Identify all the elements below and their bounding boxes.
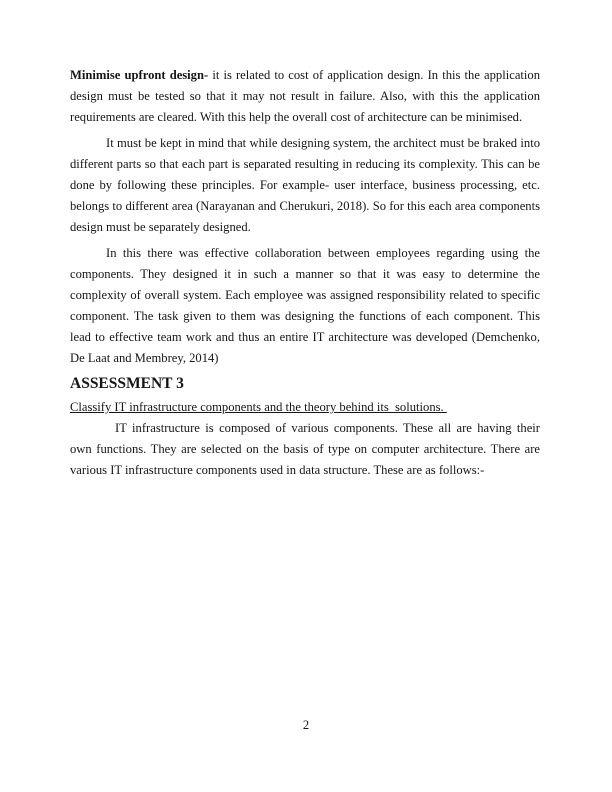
paragraph-bold-lead: Minimise upfront design- bbox=[70, 68, 209, 82]
paragraph-minimise-upfront-design bbox=[70, 65, 540, 128]
paragraph-it-infrastructure: IT infrastructure is composed of various components. These all are having their own functions. They are selected on the basis of type on computer architecture. There are various IT infrastructure components used in data structure. These are as follows:- bbox=[70, 421, 540, 477]
paragraph-designing-system: It must be kept in mind that while designing system, the architect must be braked into different parts so that each part is separated resulting in reducing its complexity. This can be done by following these principles. For example- user interface, business processing, etc. belongs to different area (Narayanan and Cherukuri, 2018). So for this each area components design must be separately designed. bbox=[70, 136, 540, 234]
assessment-3-heading: ASSESSMENT 3 bbox=[70, 375, 184, 392]
paragraph-team-collaboration: In this there was effective collaboration between employees regarding using the components. They designed it in such a manner so that it was easy to determine the complexity of overall system. Each employee was assigned responsibility related to specific component. The task given to them was designing the functions of each component. This lead to effective team work and thus an entire IT architecture was developed (Demchenko, De Laat and Membrey, 2014) bbox=[70, 246, 540, 365]
page-number: 2 bbox=[302, 718, 310, 732]
document-body bbox=[70, 65, 540, 486]
classify-components-subheading: Classify IT infrastructure components and the theory behind its solutions. bbox=[70, 400, 447, 414]
paragraph-text: it is related to cost of application design. In this the application design must be tested so that it may not result in failure. Also, with this the application requirements are cleared. With this help the overall cost of architecture can be minimised. bbox=[70, 68, 541, 124]
